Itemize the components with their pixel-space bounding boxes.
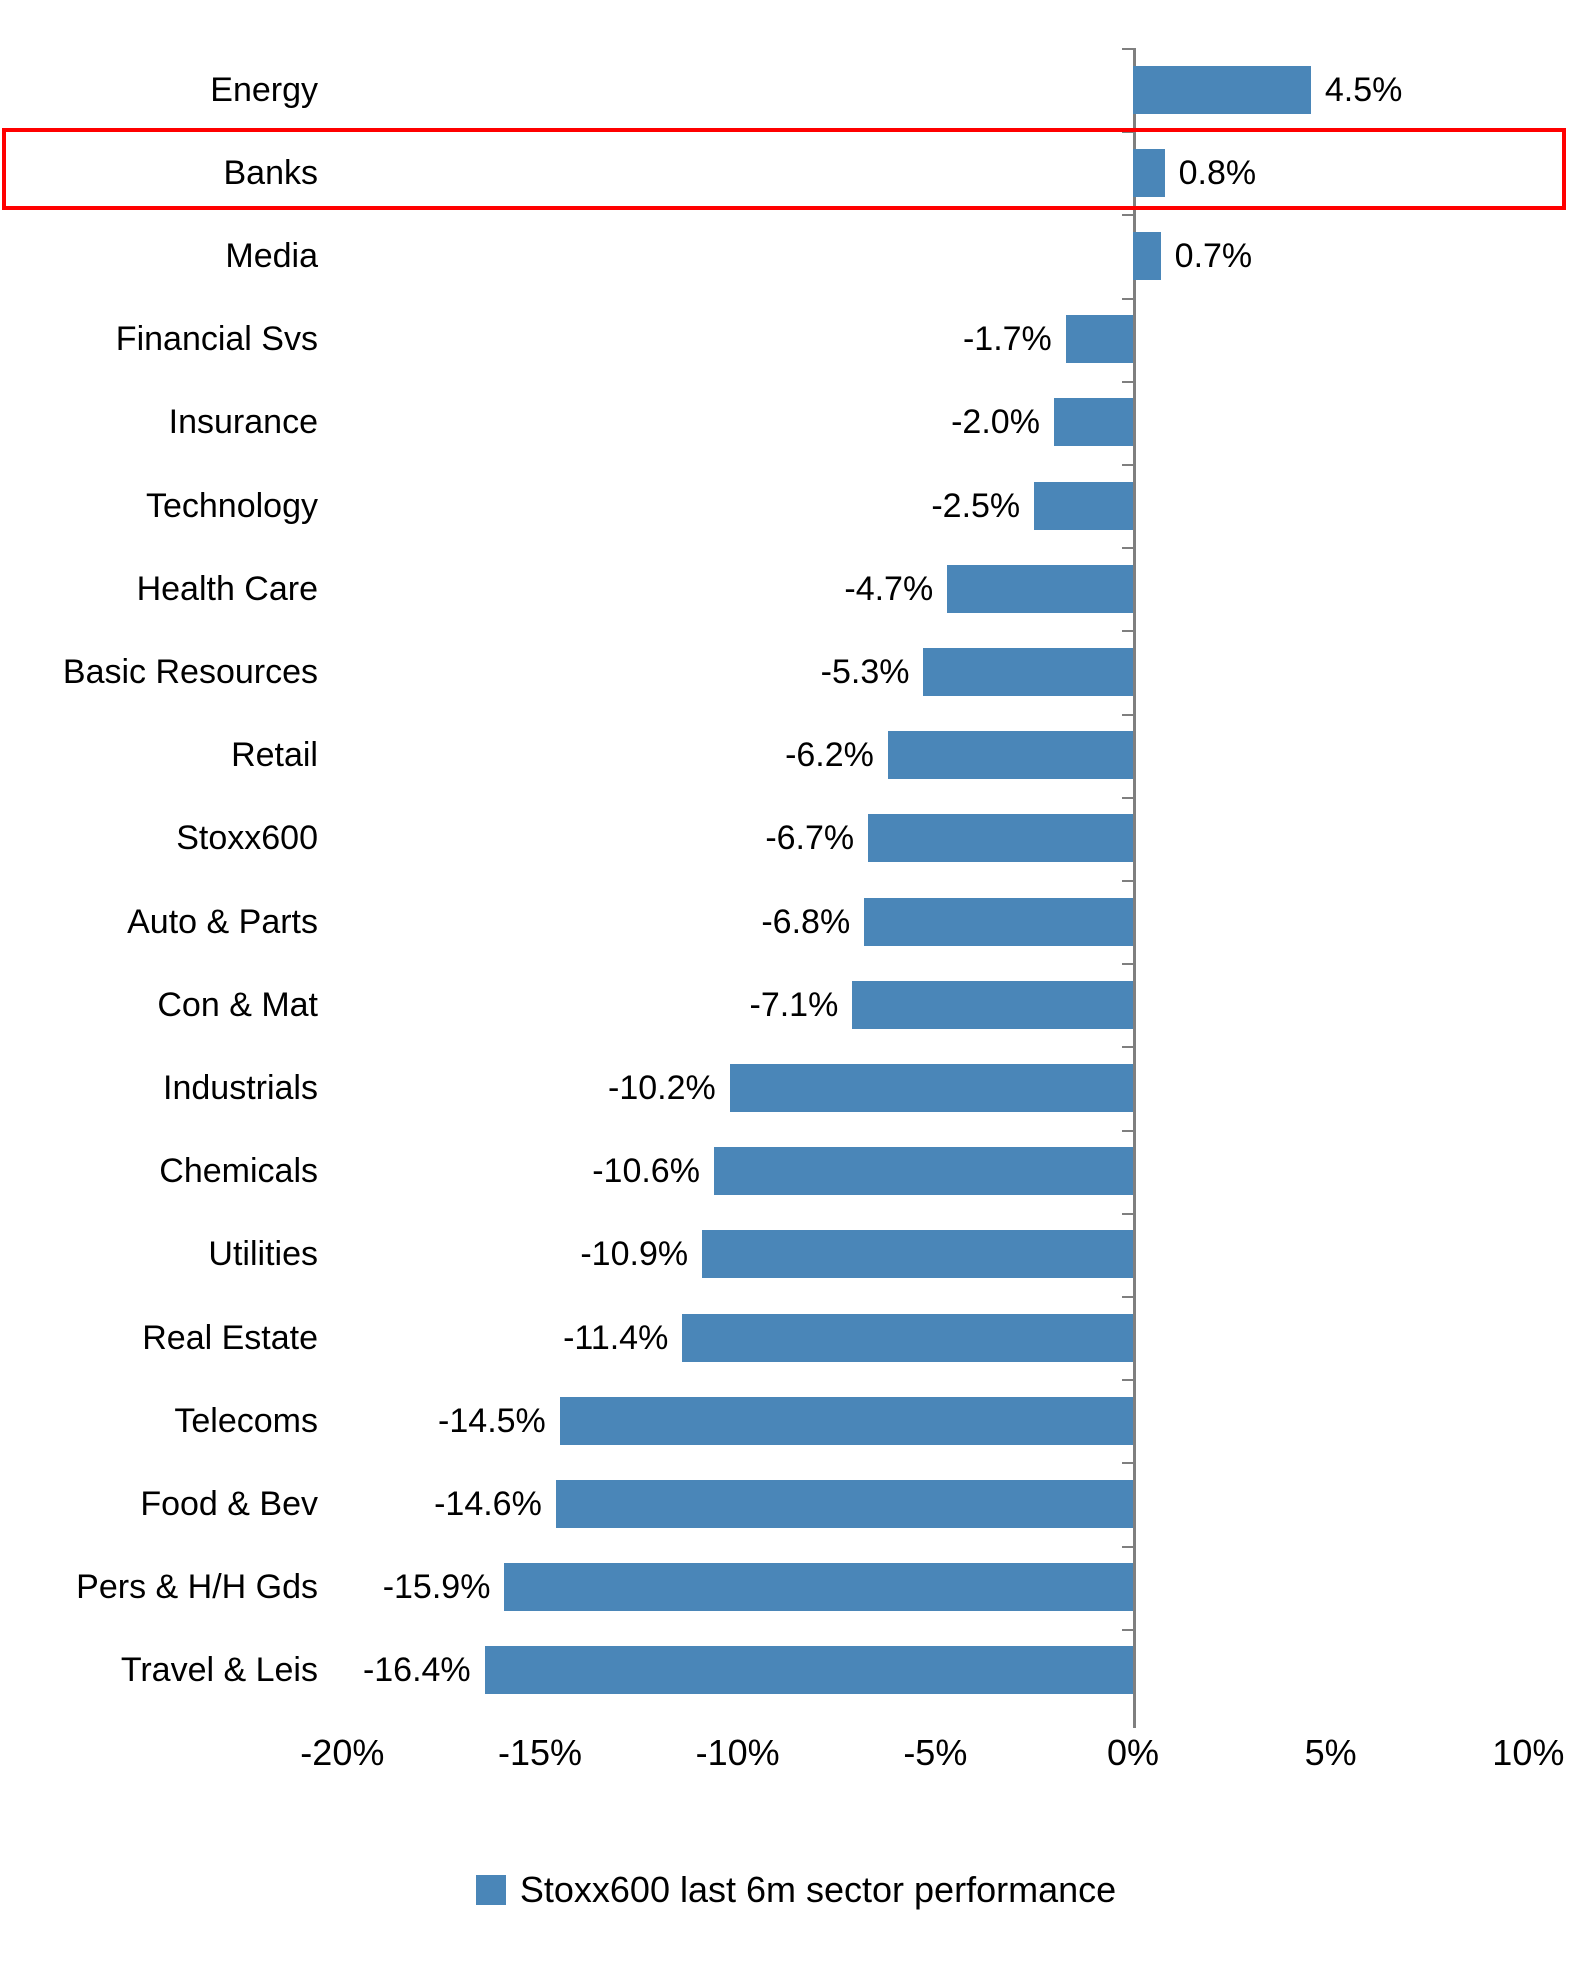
bar-row xyxy=(0,797,1592,880)
x-axis-tick-label: 5% xyxy=(1304,1732,1357,1773)
bar xyxy=(485,1646,1133,1694)
bar xyxy=(852,981,1133,1029)
bar xyxy=(1034,482,1133,530)
x-axis-tick-label: -15% xyxy=(497,1732,583,1773)
bar xyxy=(504,1563,1133,1611)
bar-row xyxy=(0,1130,1592,1213)
bar xyxy=(1133,232,1161,280)
category-label: Media xyxy=(225,236,318,275)
category-label: Financial Svs xyxy=(115,320,318,359)
category-label: Energy xyxy=(210,70,318,109)
category-label: Utilities xyxy=(208,1235,318,1274)
bar-value-label: -7.1% xyxy=(749,985,839,1024)
category-label: Health Care xyxy=(136,569,318,608)
bar-value-label: -15.9% xyxy=(382,1568,491,1607)
bar-row xyxy=(0,630,1592,713)
bar-row xyxy=(0,1462,1592,1545)
bar-value-label: -11.4% xyxy=(563,1318,669,1357)
bar xyxy=(682,1314,1133,1362)
bar-row xyxy=(0,464,1592,547)
legend-swatch-icon xyxy=(476,1875,506,1905)
bar-value-label: -6.8% xyxy=(761,902,851,941)
legend-label: Stoxx600 last 6m sector performance xyxy=(519,1869,1117,1910)
category-label: Banks xyxy=(223,153,318,192)
bar-value-label: -4.7% xyxy=(844,569,934,608)
bar xyxy=(1054,398,1133,446)
bar xyxy=(868,814,1133,862)
bar-value-label: -2.0% xyxy=(951,403,1040,442)
bar-value-label: 4.5% xyxy=(1324,70,1403,109)
category-label: Retail xyxy=(231,736,318,775)
category-label: Real Estate xyxy=(142,1318,318,1357)
category-label: Insurance xyxy=(168,403,318,442)
category-label: Food & Bev xyxy=(140,1484,318,1523)
bar xyxy=(923,648,1133,696)
x-axis-tick-label: 0% xyxy=(1106,1732,1160,1773)
category-label: Travel & Leis xyxy=(120,1651,318,1690)
bar-value-label: -10.6% xyxy=(592,1152,700,1191)
bar-value-label: -6.2% xyxy=(785,736,874,775)
category-label: Basic Resources xyxy=(62,652,318,691)
x-axis-tick-label: -10% xyxy=(695,1732,780,1773)
bar xyxy=(556,1480,1133,1528)
bar-row xyxy=(0,1213,1592,1296)
bar-row xyxy=(0,1379,1592,1462)
bar-row xyxy=(0,1296,1592,1379)
category-label: Pers & H/H Gds xyxy=(76,1568,318,1607)
bar-row xyxy=(0,1546,1592,1629)
bar-row xyxy=(0,714,1592,797)
bar-value-label: -10.9% xyxy=(580,1235,689,1274)
bar-value-label: 0.8% xyxy=(1178,153,1257,192)
bar-row xyxy=(0,298,1592,381)
x-axis-tick-labels xyxy=(0,1732,1592,1792)
category-label: Industrials xyxy=(163,1068,318,1107)
bar-row xyxy=(0,48,1592,131)
bar xyxy=(864,898,1133,946)
bar-value-label: -14.6% xyxy=(434,1484,542,1523)
bar xyxy=(1133,149,1165,197)
x-axis-tick-label: -5% xyxy=(903,1732,968,1773)
bar xyxy=(714,1147,1133,1195)
bar-row xyxy=(0,214,1592,297)
bar-value-label: -14.5% xyxy=(438,1401,546,1440)
category-label: Telecoms xyxy=(174,1401,318,1440)
category-label: Technology xyxy=(145,486,318,525)
category-label: Auto & Parts xyxy=(127,902,318,941)
bar xyxy=(947,565,1133,613)
bar-row xyxy=(0,547,1592,630)
x-axis-tick-label: 10% xyxy=(1492,1732,1565,1773)
x-axis-tick-label: -20% xyxy=(300,1732,385,1773)
bar-row xyxy=(0,1046,1592,1129)
bar-row xyxy=(0,131,1592,214)
bar-value-label: -16.4% xyxy=(362,1651,471,1690)
bar xyxy=(1066,315,1133,363)
bar xyxy=(560,1397,1133,1445)
bar-value-label: -6.7% xyxy=(765,819,855,858)
bar-value-label: -5.3% xyxy=(820,652,910,691)
bar-row xyxy=(0,1629,1592,1712)
bar xyxy=(1133,66,1311,114)
bar-value-label: -10.2% xyxy=(608,1068,716,1107)
bar-row xyxy=(0,381,1592,464)
category-label: Chemicals xyxy=(159,1152,318,1191)
category-label: Con & Mat xyxy=(157,985,318,1024)
category-label: Stoxx600 xyxy=(176,819,318,858)
bar-row xyxy=(0,963,1592,1046)
bar xyxy=(702,1230,1133,1278)
bar xyxy=(730,1064,1133,1112)
bar-value-label: -1.7% xyxy=(962,320,1052,359)
bar-value-label: -2.5% xyxy=(931,486,1021,525)
bar-row xyxy=(0,880,1592,963)
bar xyxy=(888,731,1133,779)
bar-value-label: 0.7% xyxy=(1174,236,1253,275)
chart-legend xyxy=(0,1869,1592,1910)
